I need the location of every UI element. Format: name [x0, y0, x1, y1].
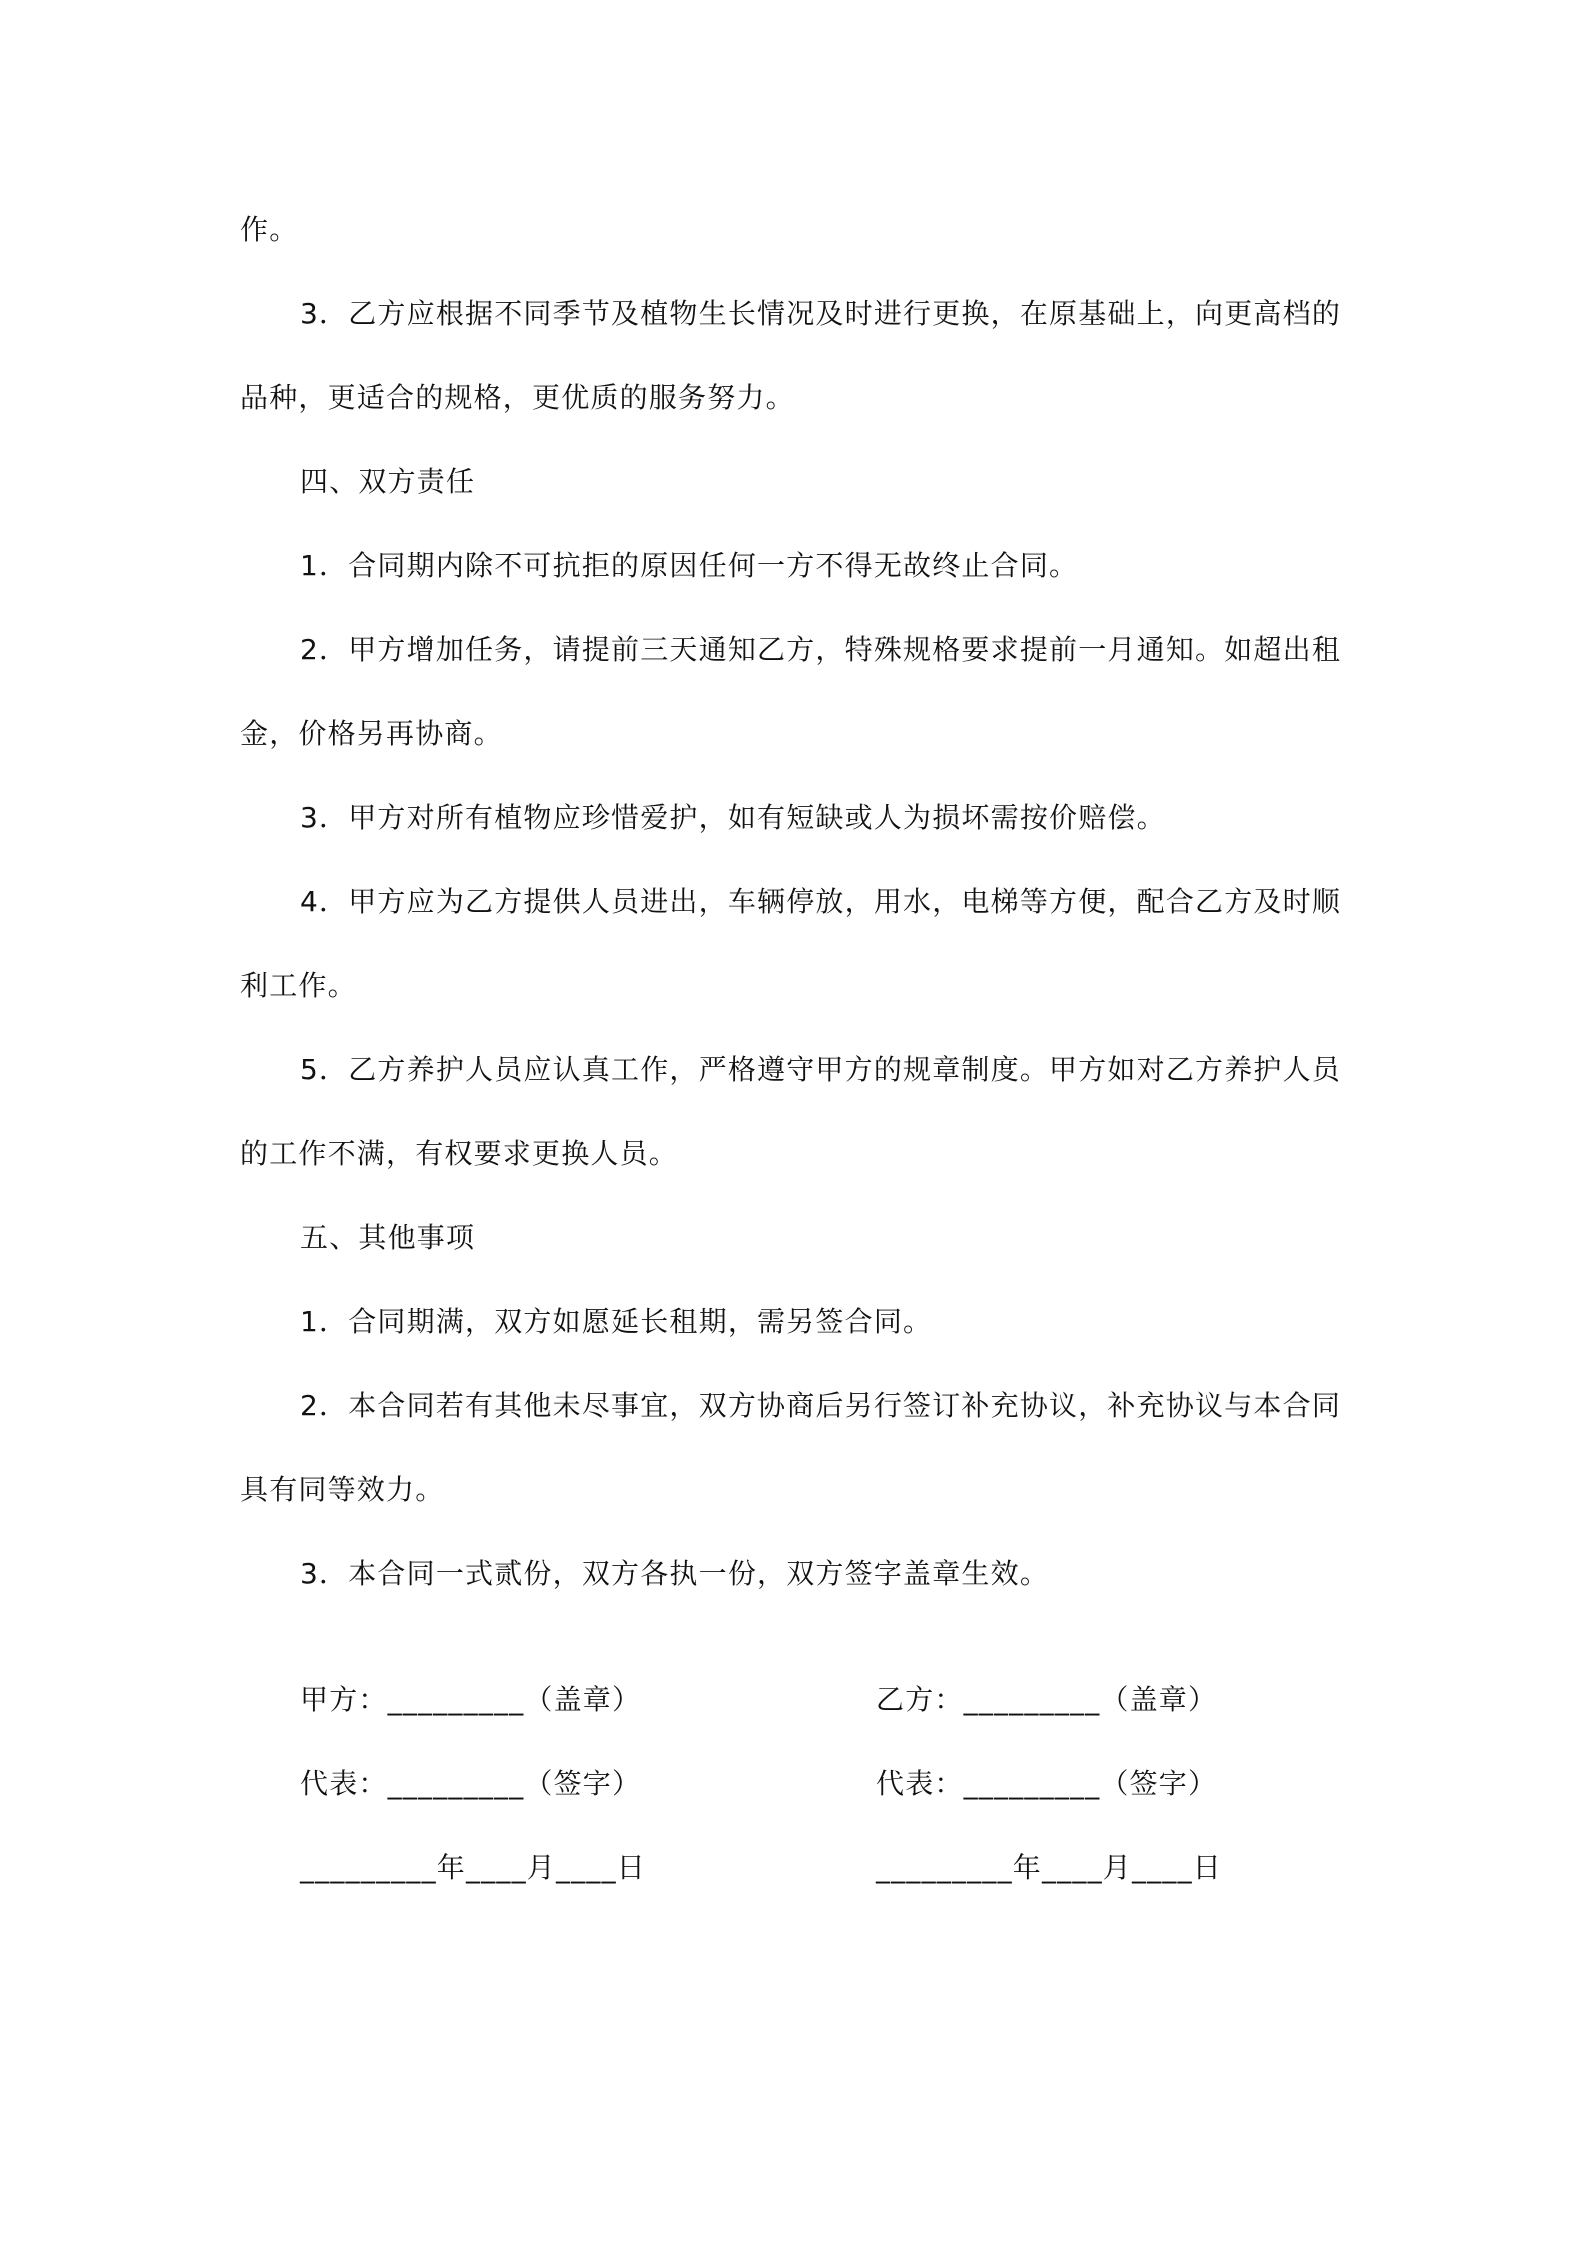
party-a-representative-line: 代表：_________（签字） — [300, 1767, 642, 1800]
paragraph-clause-4-4: 4．甲方应为乙方提供人员进出，车辆停放，用水，电梯等方便，配合乙方及时顺利工作。 — [240, 885, 1342, 1002]
paragraph-clause-5-2: 2．本合同若有其他未尽事宜，双方协商后另行签订补充协议，补充协议与本合同具有同等效力。 — [240, 1389, 1342, 1506]
section-heading-5: 五、其他事项 — [300, 1221, 476, 1254]
paragraph-clause-3-3: 3．乙方应根据不同季节及植物生长情况及时进行更换，在原基础上，向更高档的品种，更适合的规格，更优质的服务努力。 — [240, 297, 1342, 414]
paragraph-continuation: 作。 — [240, 213, 299, 246]
paragraph-clause-5-3: 3．本合同一式贰份，双方各执一份，双方签字盖章生效。 — [300, 1557, 1050, 1590]
paragraph-clause-4-5: 5．乙方养护人员应认真工作，严格遵守甲方的规章制度。甲方如对乙方养护人员的工作不满，有权要求更换人员。 — [240, 1053, 1342, 1170]
paragraph-clause-4-1: 1．合同期内除不可抗拒的原因任何一方不得无故终止合同。 — [300, 549, 1079, 582]
party-a-seal-line: 甲方：_________（盖章） — [300, 1683, 642, 1716]
section-heading-4: 四、双方责任 — [300, 465, 476, 498]
paragraph-clause-4-2: 2．甲方增加任务，请提前三天通知乙方，特殊规格要求提前一月通知。如超出租金，价格另再协商。 — [240, 633, 1342, 750]
party-b-representative-line: 代表：_________（签字） — [876, 1767, 1218, 1800]
party-a-date-line: _________年____月____日 — [300, 1851, 647, 1884]
party-b-seal-line: 乙方：_________（盖章） — [876, 1683, 1218, 1716]
paragraph-clause-5-1: 1．合同期满，双方如愿延长租期，需另签合同。 — [300, 1305, 933, 1338]
party-b-date-line: _________年____月____日 — [876, 1851, 1223, 1884]
paragraph-clause-4-3: 3．甲方对所有植物应珍惜爱护，如有短缺或人为损坏需按价赔偿。 — [300, 801, 1166, 834]
